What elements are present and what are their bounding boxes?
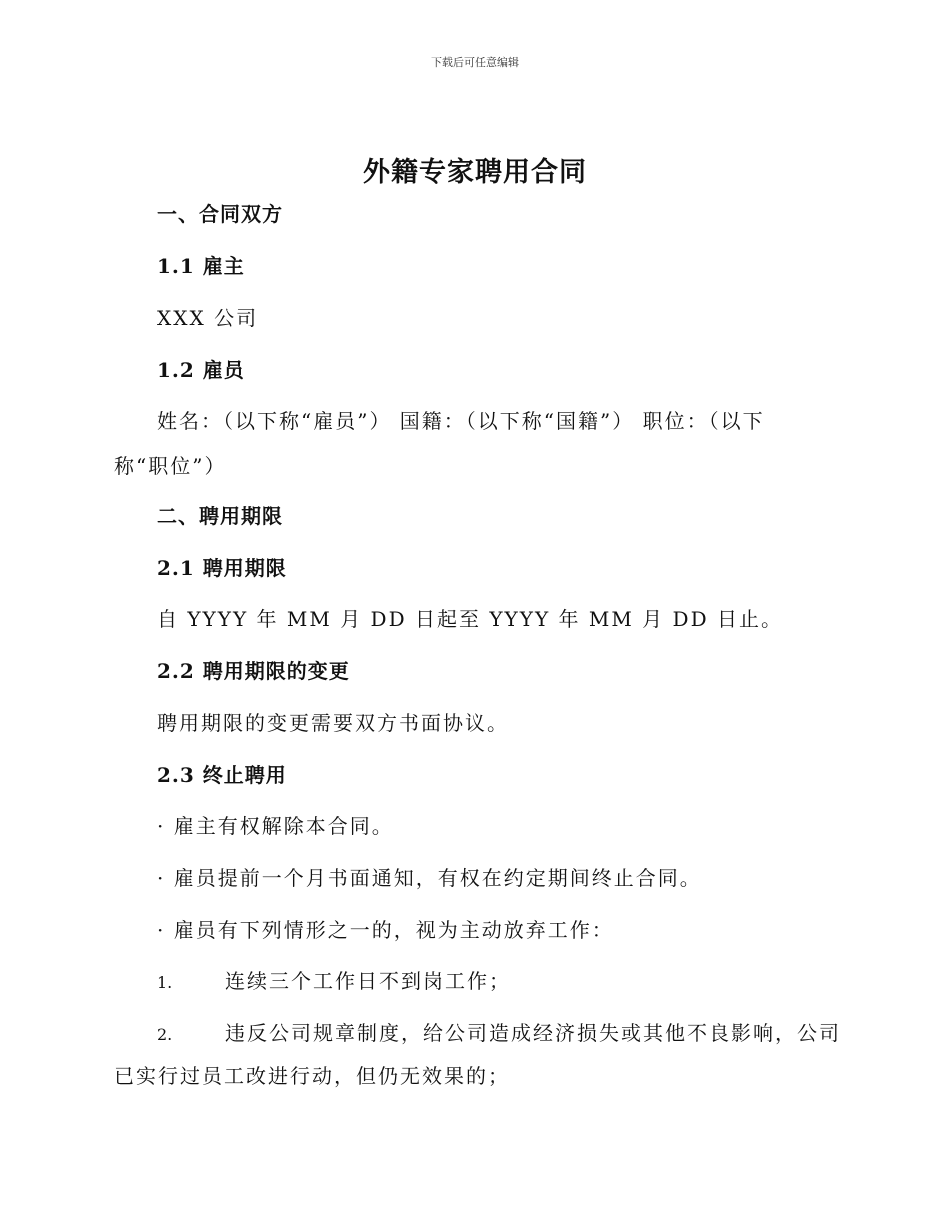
numbered-item-1-number: 1.	[157, 973, 173, 992]
numbered-item-2-text-line2: 已实行过员工改进行动，但仍无效果的；	[114, 1064, 510, 1088]
bullet-item-2: · 雇员提前一个月书面通知，有权在约定期间终止合同。	[157, 866, 702, 890]
section1-1-heading: 1.1 雇主	[157, 254, 245, 278]
document-title: 外籍专家聘用合同	[363, 157, 587, 188]
employer-name: XXX 公司	[157, 306, 259, 330]
bullet-item-3: · 雇员有下列情形之一的，视为主动放弃工作：	[157, 918, 614, 942]
section2-heading: 二、聘用期限	[157, 504, 283, 528]
section2-3-heading: 2.3 终止聘用	[157, 763, 287, 787]
numbered-item-1	[157, 965, 511, 994]
numbered-item-1-text: 连续三个工作日不到岗工作；	[225, 969, 511, 993]
employee-info-line1: 姓名：（以下称“雇员”） 国籍：（以下称“国籍”） 职位：（以下	[157, 409, 765, 433]
employee-info-line2: 称“职位”）	[114, 454, 227, 478]
section1-2-heading: 1.2 雇员	[157, 358, 245, 382]
section2-1-heading: 2.1 聘用期限	[157, 556, 287, 580]
bullet-item-1: · 雇主有权解除本合同。	[157, 814, 394, 838]
numbered-item-2	[157, 1017, 841, 1046]
header-note: 下载后可任意编辑	[431, 56, 519, 69]
numbered-item-2-text-line1: 违反公司规章制度，给公司造成经济损失或其他不良影响，公司	[225, 1021, 841, 1045]
numbered-item-2-number: 2.	[157, 1025, 173, 1044]
period-change-text: 聘用期限的变更需要双方书面协议。	[157, 711, 509, 735]
employment-period-text: 自 YYYY 年 MM 月 DD 日起至 YYYY 年 MM 月 DD 日止。	[157, 607, 783, 631]
section2-2-heading: 2.2 聘用期限的变更	[157, 659, 350, 683]
section1-heading: 一、合同双方	[157, 202, 283, 226]
